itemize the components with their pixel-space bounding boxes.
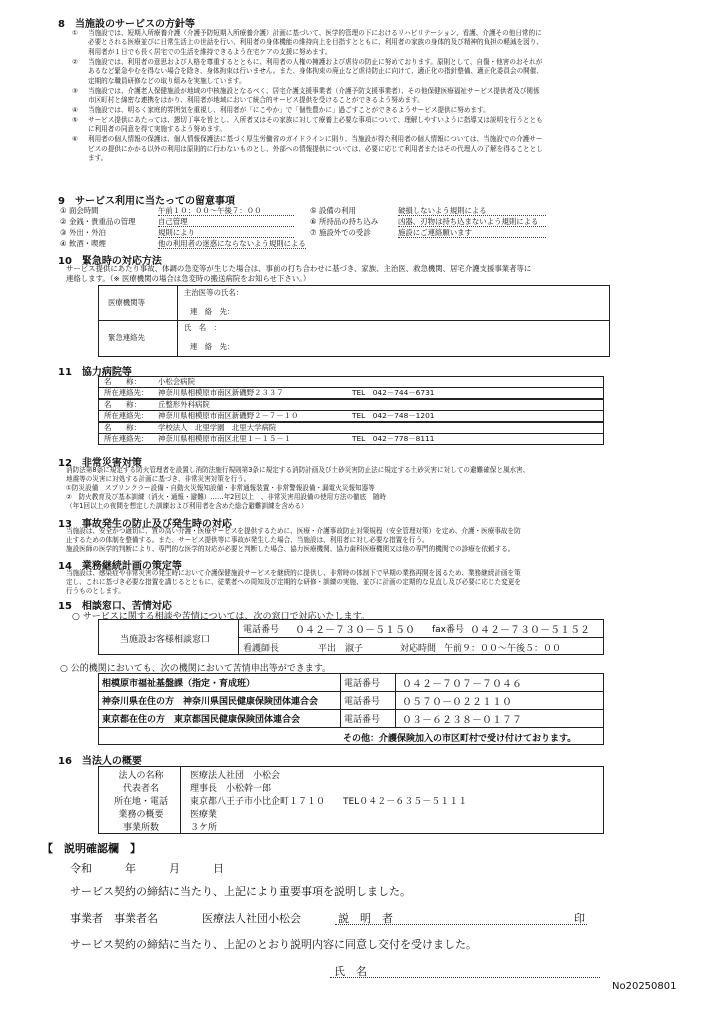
policy-item-line: 当施設では、短期入所療養介護（介護予防短期入所療養介護）計画に基づいて、医学的管理の下におけるリハビリテーション、看護、介護その他日常的に <box>88 29 542 37</box>
rule-label: ① 面会時間 <box>60 206 99 215</box>
chief-nurse-label: 看護師長 <box>243 644 280 654</box>
chief-nurse-name: 平出 淑子 <box>318 644 364 654</box>
hospital-phone: TEL 042－744－6731 <box>352 388 435 397</box>
hospital-name-label: 名 称： <box>104 423 141 432</box>
corporation-value: ３ケ所 <box>190 823 218 833</box>
hospital-phone: TEL 042－748－1201 <box>352 411 435 420</box>
policy-item-line: あるなど緊急やむを得ない場合を除き、身体拘束は行いません。また、身体拘束の廃止など虐待防止に向けて、適正化の指針整備、適正化委員会の開催、 <box>88 67 543 76</box>
agency-phone: ０４２－７０７－７０４６ <box>402 679 522 690</box>
hospital-name-label: 名 称： <box>104 400 141 409</box>
policy-item-line: ます。 <box>88 154 108 163</box>
hours: 午前９：００～午後５：００ <box>444 644 562 654</box>
seal-mark: 印 <box>574 912 585 925</box>
emergency-contact-box <box>98 285 610 357</box>
rule-value: 規則により <box>158 228 294 238</box>
doctor-contact-label: 連 絡 先： <box>190 307 235 316</box>
hospital-name: 小松会病院 <box>158 377 195 386</box>
continuity-line: 定し、これに基づき必要な措置を講じるとともに、従業者への周知及び定期的な研修・訓練の実施、並びに計画の定期的な見直し及び必要に応じた変更を <box>66 578 521 586</box>
policy-item-number: ⑤ <box>72 116 78 124</box>
policy-item-line: サービス提供にあたっては、懇切丁寧を旨とし、入所者又はその家族に対して療養上必要な事項について、理解しやすいように指導又は説明を行うととも <box>88 116 543 124</box>
policy-item-line: 当施設では、明るく家庭的雰囲気を重視し、利用者が「にこやか」で「個性豊かに」過ごすことができるようサービス提供に努めます。 <box>88 106 490 114</box>
rule-label: ⑥ 所持品の持ち込み <box>310 217 379 226</box>
hospital-name: 学校法人 北里学園 北里大学病院 <box>158 423 277 432</box>
other-agency-note: その他：介護保険加入の市区町村で受け付けております。 <box>343 734 577 744</box>
emergency-name-label: 氏 名 ： <box>184 323 221 332</box>
hospital-address: 神奈川県相模原市南区新磯野２３３７ <box>158 388 284 397</box>
rule-value: 他の利用者の迷惑にならないよう規則による <box>158 239 306 248</box>
policy-item-line: 利用者が１日でも長く居宅での生活を維持できるよう在宅ケアの支援に努めます。 <box>88 47 332 56</box>
corporation-value: 理事長 小松幹一郎 <box>190 784 272 794</box>
policy-item-line: ビスの提供にかかる以外の利用は原則的に行わないものとし、外部への情報提供については、必要に応じて利用者またはその代理人の了解を得ることとし <box>88 144 543 153</box>
hospital-phone: TEL 042－778－8111 <box>352 434 435 443</box>
section-13-title: 13 事故発生の防止及び発生時の対応 <box>58 519 232 530</box>
agency-name: 神奈川県在住の方 神奈川県国民健康保険団体連合会 <box>102 697 319 707</box>
consultation-intro: ○ サービスに関する相談や苦情については、次の窓口で対応いたします。 <box>72 612 370 622</box>
hospital-address-label: 所在連絡先： <box>104 411 149 420</box>
accident-line: 当施設は、安全かつ適切に、質の高い介護・医療サービスを提供するために、医療・介護事故防止対策規程（安全管理対策）を定め、介護・医療事故を防 <box>66 527 521 535</box>
corporation-label: 業務の概要 <box>118 810 164 820</box>
section-16-title: 16 当法人の概要 <box>58 756 142 767</box>
confirmation-title: 【 説明確認欄 】 <box>42 842 141 855</box>
disaster-line: ② 防火教育及び基本訓練（消火・通報・避難）……年2回以上 、非常災害用設備の使用方法の徹底 随時 <box>66 493 387 501</box>
policy-item-line: 必要とされる医療並びに日常生活上の世話を行い、利用者の身体機能の維持向上を目指すとともに、利用者の家族の身体的及び精神的負担の軽減を図り、 <box>88 38 543 47</box>
hours-label: 対応時間 <box>400 644 437 654</box>
business-name: 医療法人社団小松会 <box>202 912 301 925</box>
desk-phone-label: 電話番号 <box>243 625 280 635</box>
rule-label: ④ 飲酒・喫煙 <box>60 239 106 248</box>
facility-desk-label: 当施設お客様相談窓口 <box>120 635 211 645</box>
corporation-value: 医療業 <box>190 810 218 820</box>
agency-phone-label: 電話番号 <box>344 715 381 725</box>
rule-value: 午前１０：００～午後７：００ <box>158 206 294 216</box>
policy-item-number: ③ <box>72 86 78 95</box>
attending-doctor-label: 主治医等の氏名： <box>184 288 244 297</box>
policy-item-number: ⑥ <box>72 135 78 144</box>
policy-item-line: 当施設では、利用者の意思および人格を尊重するとともに、利用者の人権の擁護および虐待の防止に努めております。原則として、自傷・他害のおそれが <box>88 57 543 66</box>
document-number: No20250801 <box>612 981 677 992</box>
rule-label: ⑦ 施設外での受診 <box>310 228 371 237</box>
accident-line: 止するための体制を整備する。また、サービス提供等に事故が発生した場合、当施設は、利用者に対し必要な措置を行う。 <box>66 536 429 544</box>
continuity-line: 当施設は、感染症や非常災害の発生時において介護保健施設サービスを継続的に提供し、非常時の体制下で早期の業務再開を図るため、業務継続計画を策 <box>66 569 521 577</box>
rule-value: 施設にご連絡願います <box>398 228 546 238</box>
hospital-name-label: 名 称： <box>104 377 141 386</box>
desk-fax-label: fax番号 <box>432 625 465 635</box>
agency-phone-label: 電話番号 <box>344 679 381 689</box>
agency-name: 相模原市福祉基盤課（指定・育成班） <box>102 679 256 689</box>
hospital-address: 神奈川県相模原市南区新磯野２－７－１０ <box>158 411 299 420</box>
disaster-line: 地震等の災害に対処する計画に基づき、非常災害対策を行う。 <box>66 475 251 483</box>
policy-item-number: ④ <box>72 106 78 114</box>
section-10-desc-1: サービス提供にあたり事故、体調の急変等が生じた場合は、事前の打ち合わせに基づき、家族、主治医、救急機関、居宅介護支援事業者等に <box>66 264 532 273</box>
disaster-line: ①防災設備 スプリンクラー設備・自動火災報知設備・非常通報装置・非常警報設備・漏電火災報知器等 <box>66 484 375 492</box>
policy-item-line: 市区町村と綿密な連携をはかり、利用者が地域において統合的サービス提供を受けることができるよう努めます。 <box>88 96 424 104</box>
rule-label: ③ 外出・外泊 <box>60 228 106 237</box>
policy-item-line: 利用者の個人情報の保護は、個人情報保護法に基づく厚生労働省のガイドラインに則り、当施設が得た利用者の個人情報については、当施設での介護サー <box>88 135 543 144</box>
rule-label: ② 金銭・貴重品の管理 <box>60 217 136 226</box>
section-11-title: 11 協力病院等 <box>58 367 132 378</box>
disaster-line: 消防法第8条に規定する防火管理者を設置し消防法施行規則第3条に規定する消防計画及び土砂災害防止法に規定する土砂災害に対しての避難確保と風水害、 <box>66 466 530 474</box>
signer-name-label: 氏 名 <box>334 965 367 978</box>
rule-label: ⑤ 設備の利用 <box>310 206 356 215</box>
corporation-label: 代表者名 <box>122 784 159 794</box>
hospital-address-label: 所在連絡先： <box>104 434 149 443</box>
policy-item-line: に利用者の同意を得て実施するよう努めます。 <box>88 125 226 134</box>
section-12-title: 12 非常災害対策 <box>58 458 142 469</box>
agency-name: 東京都在住の方 東京都国民健康保険団体連合会 <box>102 715 301 725</box>
disaster-line: （年1回以上の夜間を想定した訓練および利用者を含めた総合避難訓練を含める） <box>66 502 308 510</box>
accident-line: 施設医師の医学的判断により、専門的な医学的対応が必要と判断した場合、協力医療機関、協力歯科医療機関又は他の専門的機関での診療を依頼する。 <box>66 545 515 553</box>
rule-value: 凶器、刃物は持ち込まないよう規則による <box>398 217 546 227</box>
public-agency-intro: ○ 公的機関においても、次の機関において苦情申出等ができます。 <box>60 664 331 674</box>
emergency-contact-label: 緊急連絡先 <box>108 333 145 342</box>
section-15-title: 15 相談窓口、苦情対応 <box>58 601 172 612</box>
section-8-title: 8 当施設のサービスの方針等 <box>58 19 195 30</box>
hospital-address: 神奈川県相模原市南区北里１－１５－１ <box>158 434 292 443</box>
policy-item-line: 当施設では、介護老人保健施設が地域の中核施設となるべく、居宅介護支援事業者（介護予防支援事業者）、その他保健医療福祉サービス提供者及び関係 <box>88 86 540 95</box>
section-9-title: 9 サービス利用に当たっての留意事項 <box>58 196 235 207</box>
corporation-value: 東京都八王子市小比企町１７１０ TEL０４２－６３５－５１１１ <box>190 797 468 807</box>
desk-phone: ０４２－７３０－５１５０ <box>295 625 415 636</box>
corporation-label: 法人の名称 <box>118 771 164 781</box>
policy-item-line: 定期的な職員研修などの取り組みを実施しています。 <box>88 76 246 85</box>
policy-item-number: ① <box>72 29 78 37</box>
corporation-value: 医療法人社団 小松会 <box>190 771 281 781</box>
policy-item-number: ② <box>72 57 78 66</box>
section-14-title: 14 業務継続計画の策定等 <box>58 561 182 572</box>
section-10-desc-2: 連絡します。（※ 医療機関の場合は急変時の搬送病院をお知らせ下さい。） <box>66 274 311 283</box>
rule-value: 自己管理 <box>158 217 294 227</box>
section-10-title: 10 緊急時の対応方法 <box>58 256 162 267</box>
emergency-contact-label-2: 連 絡 先： <box>190 342 235 351</box>
corporation-label: 事業所数 <box>122 823 159 833</box>
desk-fax: ０４２－７３０－５１５２ <box>470 625 590 636</box>
business-label: 事業者 事業者名 <box>70 912 158 925</box>
confirmation-date: 令和 年 月 日 <box>70 862 224 875</box>
hospital-address-label: 所在連絡先： <box>104 388 149 397</box>
confirmation-line-2: サービス契約の締結に当たり、上記のとおり説明内容に同意し交付を受けました。 <box>70 938 477 951</box>
agency-phone: ０３－６２３８－０１７７ <box>402 715 522 726</box>
corporation-label: 所在地・電話 <box>113 797 168 807</box>
agency-phone-label: 電話番号 <box>344 697 381 707</box>
confirmation-line-1: サービス契約の締結に当たり、上記により重要事項を説明しました。 <box>70 885 411 898</box>
medical-institution-label: 医療機関等 <box>108 298 145 307</box>
rule-value: 破損しないよう規則による <box>398 206 546 216</box>
agency-phone: ０５７０－０２２１１０ <box>402 697 512 708</box>
explainer-label: 説 明 者 <box>338 912 393 925</box>
hospital-name: 丘整形外科病院 <box>158 400 210 409</box>
continuity-line: 行うものとします。 <box>66 587 125 595</box>
